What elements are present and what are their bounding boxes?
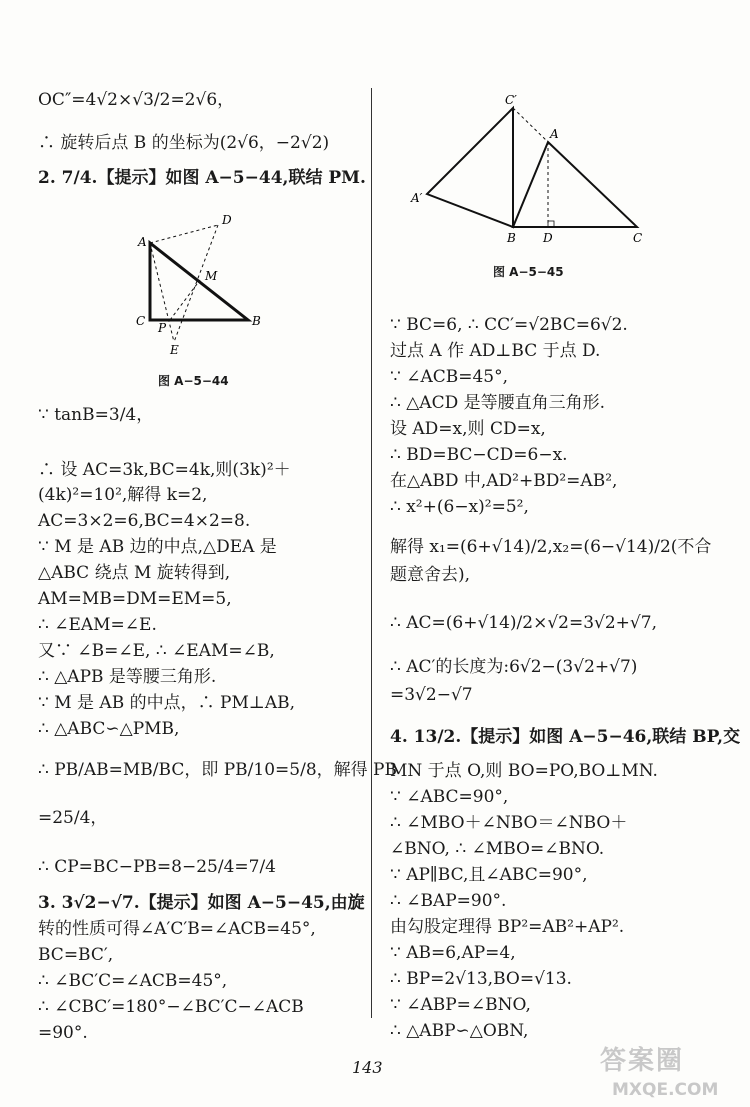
figure-a-5-45 (405, 90, 655, 250)
fig45-label-c-prime: C′ (505, 93, 517, 107)
left-text-line: 2. 7/4.【提示】如图 A−5−44,联结 PM. (38, 168, 366, 188)
right-text-line: ∵ AP∥BC,且∠ABC=90°, (390, 865, 588, 885)
left-text-line: =25/4， (38, 808, 108, 828)
fig45-label-a: A (550, 127, 559, 141)
right-text-line: ∵ AB=6,AP=4, (390, 943, 516, 963)
left-text-line: OC″=4√2×√3/2=2√6， (38, 90, 235, 110)
fig44-label-e: E (170, 343, 179, 357)
left-text-line: ∴ △ABC∽△PMB, (38, 719, 180, 739)
right-text-line: ∴ ∠MBO＋∠NBO＝∠NBO＋ (390, 813, 628, 833)
fig45-label-c: C (633, 231, 643, 245)
watermark-logo: 答案圈 (600, 1046, 685, 1076)
left-text-line: ∴ CP=BC−PB=8−25/4=7/4 (38, 857, 276, 877)
left-text-line: AM=MB=DM=EM=5, (38, 589, 232, 609)
fig44-label-m: M (205, 269, 218, 283)
right-text-line: ∵ ∠ABP=∠BNO, (390, 995, 531, 1015)
right-text-line: ∠BNO, ∴ ∠MBO=∠BNO. (390, 839, 605, 859)
left-text-line: ∴ 设 AC=3k,BC=4k,则(3k)²＋ (38, 460, 291, 480)
left-text-line: 又∵ ∠B=∠E, ∴ ∠EAM=∠B, (38, 641, 275, 661)
left-text-line: ∵ tanB=3/4， (38, 405, 154, 425)
right-text-line: =3√2−√7 (390, 685, 473, 705)
left-text-line: ∵ M 是 AB 边的中点,△DEA 是 (38, 537, 277, 557)
page-number: 143 (352, 1058, 383, 1077)
left-text-line: =90°. (38, 1023, 88, 1043)
right-text-line: ∴ ∠BAP=90°. (390, 891, 507, 911)
right-text-line: ∵ ∠ABC=90°, (390, 787, 509, 807)
fig45-label-b: B (507, 231, 516, 245)
figure-a-5-44-caption: 图 A−5−44 (158, 374, 229, 388)
right-text-line: 过点 A 作 AD⊥BC 于点 D. (390, 341, 601, 361)
right-text-line: ∴ BD=BC−CD=6−x. (390, 445, 568, 465)
watermark-url: MXQE.COM (612, 1080, 719, 1100)
left-text-line: 转的性质可得∠A′C′B=∠ACB=45°, (38, 919, 316, 939)
right-text-line: ∴ △ACD 是等腰直角三角形. (390, 393, 606, 413)
right-text-line: 4. 13/2.【提示】如图 A−5−46,联结 BP,交 (390, 727, 741, 747)
right-text-line: 解得 x₁=(6+√14)/2,x₂=(6−√14)/2(不合 (390, 537, 712, 557)
right-text-line: ∴ BP=2√13,BO=√13. (390, 969, 572, 989)
right-text-line: 题意舍去), (390, 565, 471, 585)
column-divider (371, 88, 372, 1018)
figure-a-5-44 (130, 210, 280, 360)
left-text-line: AC=3×2=6,BC=4×2=8. (38, 511, 251, 531)
figure-a-5-45-caption: 图 A−5−45 (493, 265, 564, 279)
left-text-line: 3. 3√2−√7.【提示】如图 A−5−45,由旋 (38, 893, 365, 913)
fig44-label-b: B (252, 314, 261, 328)
right-text-line: 设 AD=x,则 CD=x, (390, 419, 546, 439)
fig44-label-d: D (222, 213, 232, 227)
left-text-line: ∴ ∠BC′C=∠ACB=45°, (38, 971, 228, 991)
fig45-label-a-prime: A′ (411, 191, 423, 205)
left-text-line: ∴ ∠EAM=∠E. (38, 615, 157, 635)
fig44-label-c: C (136, 314, 146, 328)
left-text-line: (4k)²=10²,解得 k=2, (38, 485, 208, 505)
left-text-line: ∴ 旋转后点 B 的坐标为(2√6，−2√2) (38, 133, 330, 153)
fig45-label-d: D (543, 231, 553, 245)
right-text-line: ∵ ∠ACB=45°, (390, 367, 509, 387)
left-text-line: ∴ PB/AB=MB/BC，即 PB/10=5/8，解得 PB (38, 760, 397, 780)
right-text-line: MN 于点 O,则 BO=PO,BO⊥MN. (390, 761, 658, 781)
right-text-line: 在△ABD 中,AD²+BD²=AB², (390, 471, 618, 491)
fig44-label-a: A (138, 235, 147, 249)
left-text-line: △ABC 绕点 M 旋转得到, (38, 563, 231, 583)
left-text-line: ∴ ∠CBC′=180°−∠BC′C−∠ACB (38, 997, 304, 1017)
left-text-line: BC=BC′, (38, 945, 114, 965)
left-text-line: ∵ M 是 AB 的中点，∴ PM⊥AB, (38, 693, 296, 713)
right-text-line: ∴ △ABP∽△OBN, (390, 1021, 529, 1041)
right-text-line: ∵ BC=6, ∴ CC′=√2BC=6√2. (390, 315, 628, 335)
right-text-line: ∴ AC=(6+√14)/2×√2=3√2+√7, (390, 613, 657, 633)
fig44-label-p: P (158, 321, 167, 335)
right-text-line: ∴ x²+(6−x)²=5², (390, 497, 529, 517)
left-text-line: ∴ △APB 是等腰三角形. (38, 667, 217, 687)
right-text-line: ∴ AC′的长度为:6√2−(3√2+√7) (390, 657, 638, 677)
right-text-line: 由勾股定理得 BP²=AB²+AP². (390, 917, 625, 937)
